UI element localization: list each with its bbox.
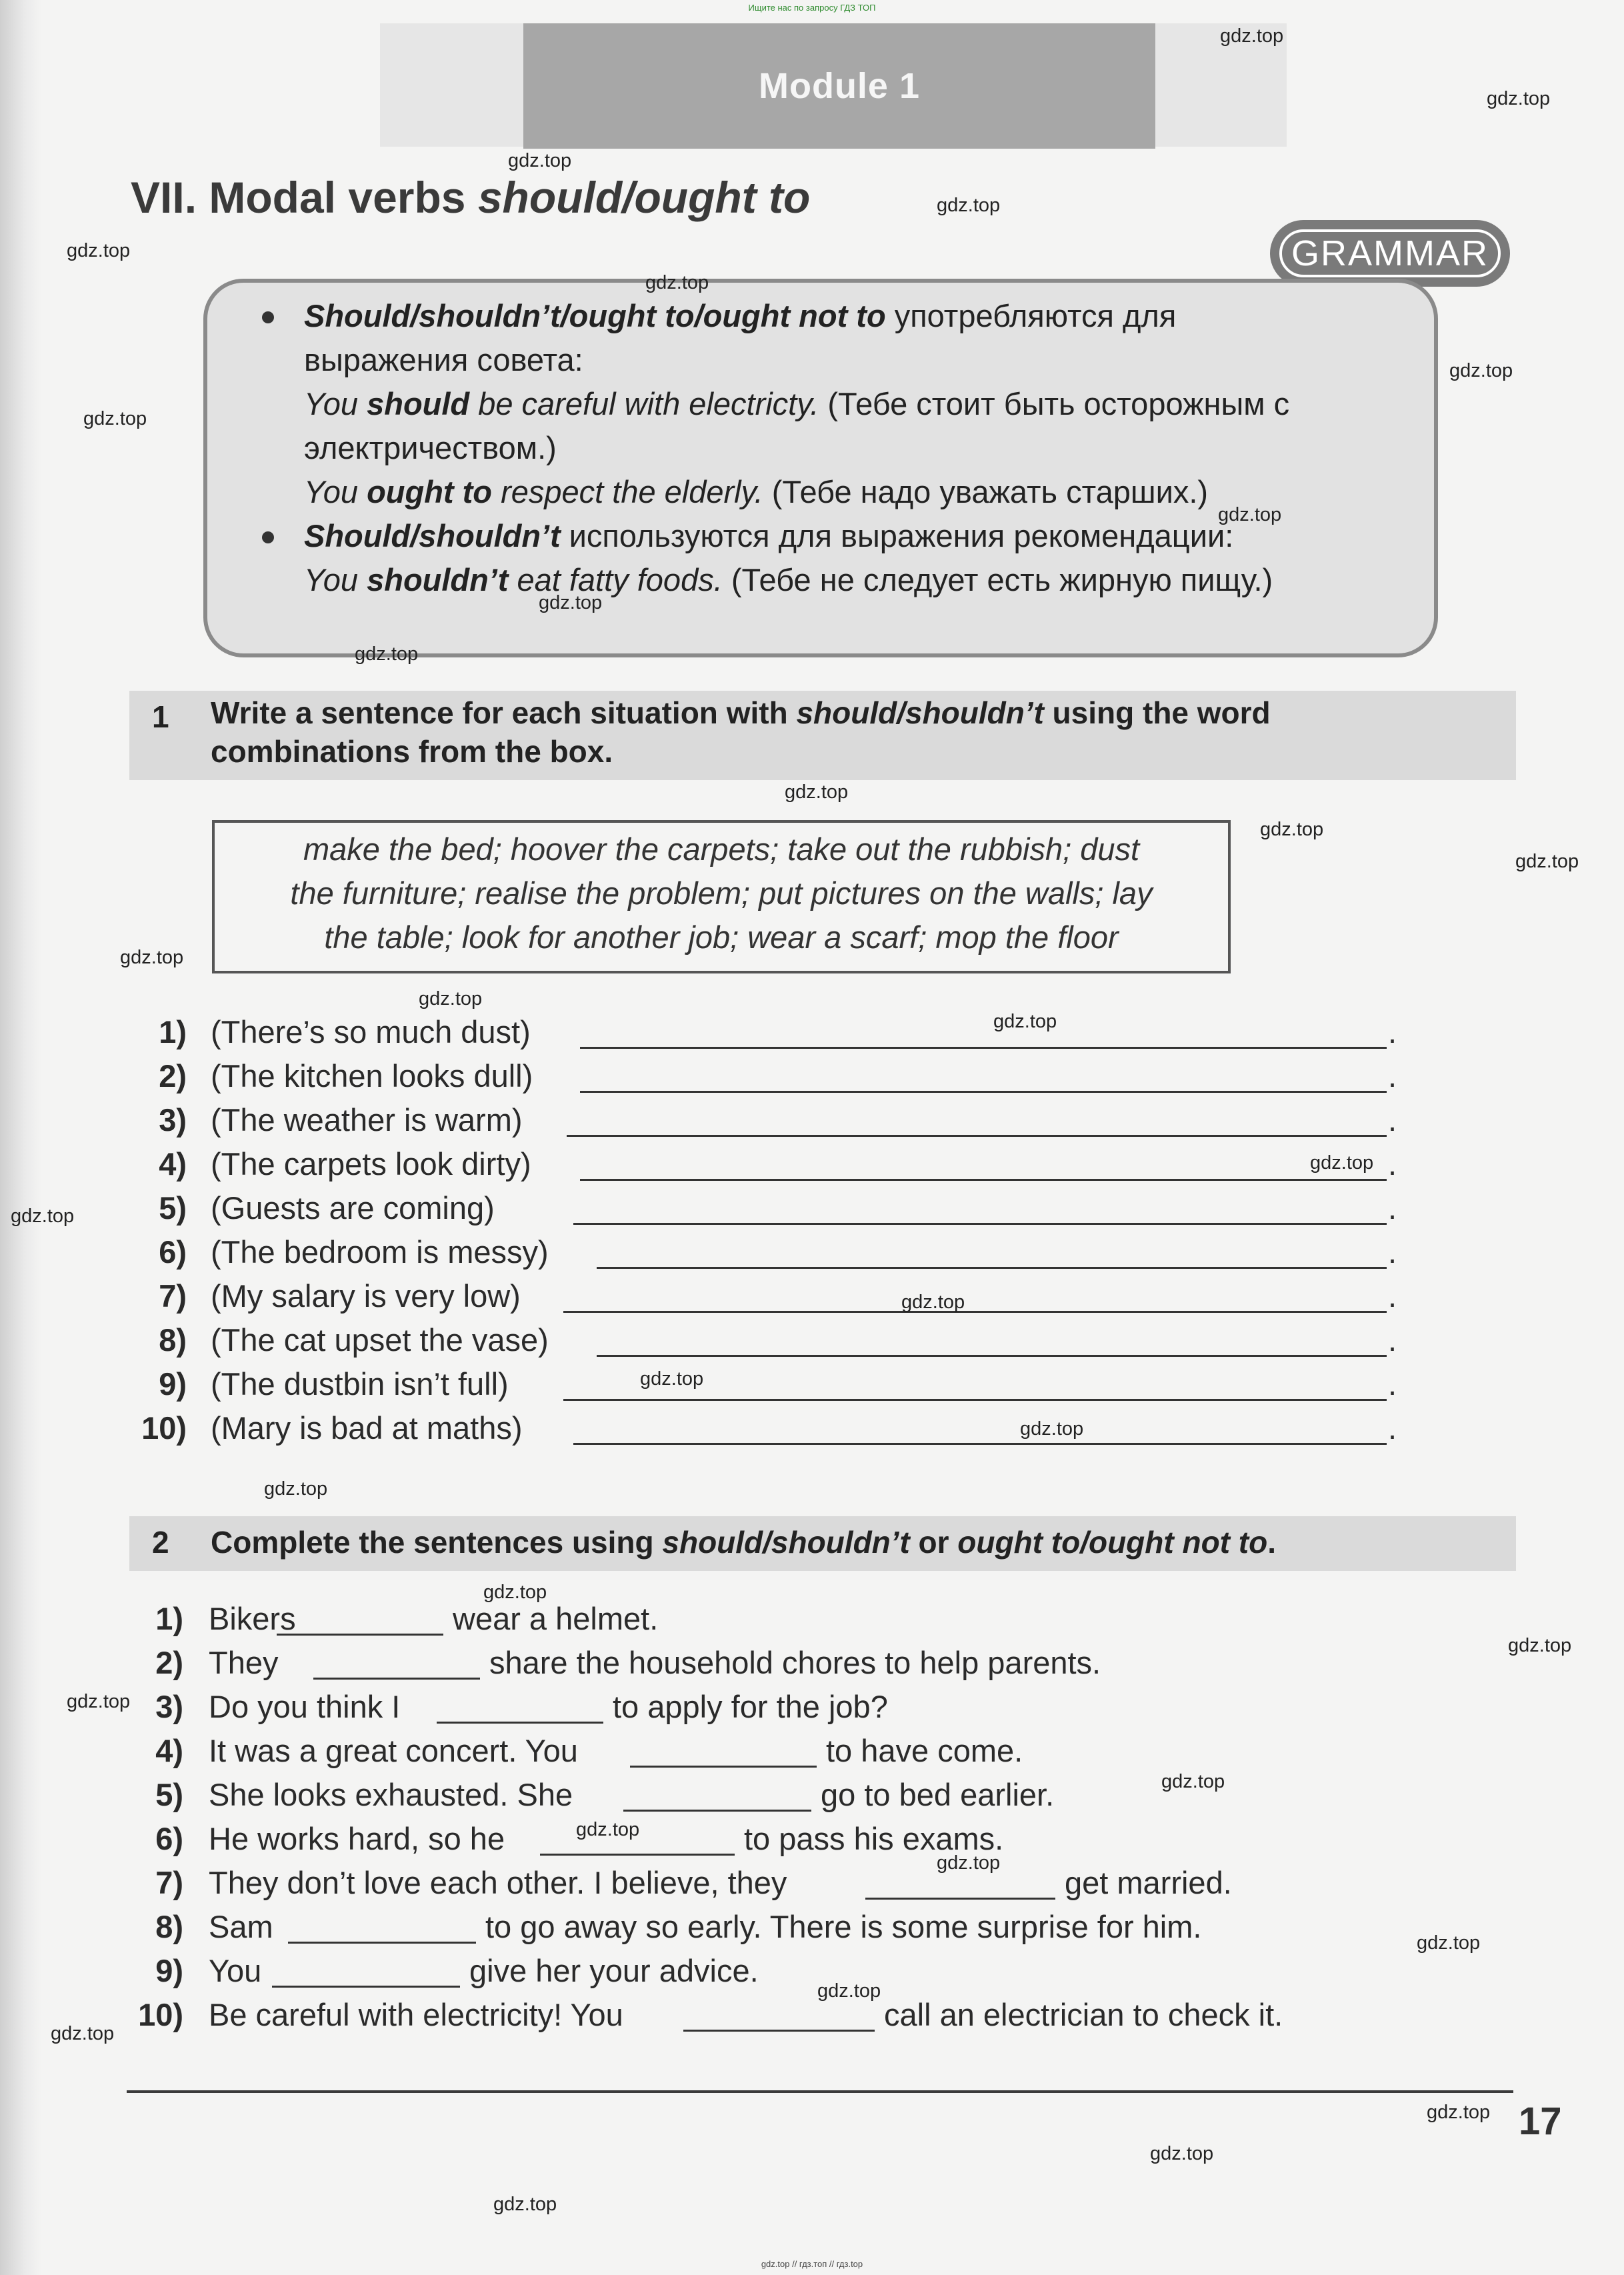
item-text-before: They [209,1645,279,1680]
grammar-badge-label: GRAMMAR [1279,229,1501,277]
exercise-2-instruction: Complete the sentences using should/shouldn’t or ought to/ought not to. [211,1525,1276,1560]
item-situation: (The weather is warm) [211,1102,523,1138]
answer-blank[interactable] [567,1135,1387,1137]
watermark-text: gdz.top [1417,1932,1481,1954]
exercise-1-instruction-cont: combinations from the box. [211,734,613,769]
item-text-after: call an electrician to check it. [884,1997,1283,2032]
watermark-text: gdz.top [645,272,709,293]
item-situation: (Guests are coming) [211,1190,495,1226]
line-end-dot: . [1388,1190,1397,1226]
exercise-1-item [0,1146,1624,1186]
item-number: 4) [159,1146,187,1182]
watermark-text: gdz.top [1020,1418,1084,1440]
answer-blank[interactable] [580,1091,1387,1093]
watermark-text: gdz.top [1449,360,1513,381]
exercise-1-item [0,1013,1624,1053]
item-text-after: to apply for the job? [613,1689,888,1724]
watermark-text: gdz.top [1161,1771,1225,1792]
item-number: 4) [155,1733,183,1768]
watermark-text: gdz.top [937,1852,1001,1874]
item-number: 8) [159,1322,187,1358]
exercise-2-item [0,1644,1624,1684]
watermark-text: gdz.top [51,2023,115,2044]
exercise-1-item [0,1234,1624,1274]
watermark-text: gdz.top [901,1292,965,1313]
item-text-after: to go away so early. There is some surprise for him. [485,1909,1202,1944]
answer-blank[interactable] [563,1399,1387,1401]
exercise-2-item [0,1952,1624,1992]
watermark-text: gdz.top [1260,819,1324,840]
word-box-line: make the bed; hoover the carpets; take out the rubbish; dust [303,831,1140,867]
item-text-after: give her your advice. [469,1953,759,1988]
item-text-after: to pass his exams. [744,1821,1004,1856]
item-text-before: They don’t love each other. I believe, they [209,1865,787,1900]
top-note: Ищите нас по запросу ГДЗ ТОП [748,3,876,13]
item-number: 1) [159,1014,187,1049]
line-end-dot: . [1388,1322,1397,1358]
answer-blank[interactable] [437,1722,603,1724]
item-number: 9) [155,1953,183,1988]
item-text-before: It was a great concert. You [209,1733,578,1768]
item-number: 10) [141,1410,187,1446]
watermark-text: gdz.top [1427,2102,1491,2123]
answer-blank[interactable] [288,1942,476,1944]
exercise-1-item [0,1190,1624,1230]
exercise-2-item [0,1908,1624,1948]
watermark-text: gdz.top [1150,2143,1214,2164]
footer-rule [127,2090,1513,2093]
exercise-2-item [0,1820,1624,1860]
line-end-dot: . [1388,1146,1397,1182]
watermark-text: gdz.top [1487,88,1551,109]
grammar-example-2: You ought to respect the elderly. (Тебе надо уважать старших.) [304,474,1209,509]
watermark-text: gdz.top [1220,25,1284,47]
watermark-text: gdz.top [11,1206,75,1227]
exercise-2-item [0,1864,1624,1904]
item-number: 2) [155,1645,183,1680]
exercise-2-item [0,1688,1624,1728]
answer-blank[interactable] [683,2030,875,2032]
item-text-before: Do you think I [209,1689,401,1724]
item-number: 5) [155,1777,183,1812]
line-end-dot: . [1388,1102,1397,1138]
grammar-rule-1: Should/shouldn’t/ought to/ought not to употребляются для [304,298,1177,333]
item-number: 8) [155,1909,183,1944]
answer-blank[interactable] [277,1634,443,1636]
exercise-2-item [0,1600,1624,1640]
grammar-rule-1-cont: выражения совета: [304,342,583,377]
line-end-dot: . [1388,1366,1397,1402]
bottom-note: gdz.top // гдз.топ // гдз.top [761,2259,863,2269]
item-number: 6) [159,1234,187,1270]
watermark-text: gdz.top [264,1478,328,1500]
item-text-after: go to bed earlier. [821,1777,1055,1812]
item-text-after: get married. [1065,1865,1232,1900]
item-text-before: You [209,1953,262,1988]
item-number: 2) [159,1058,187,1093]
watermark-text: gdz.top [993,1011,1057,1032]
answer-blank[interactable] [573,1223,1387,1225]
answer-blank[interactable] [623,1810,811,1812]
item-text-after: to have come. [826,1733,1023,1768]
item-text-before: Bikers [209,1601,296,1636]
section-title-plain: VII. Modal verbs [131,173,478,222]
exercise-1-instruction: Write a sentence for each situation with should/shouldn’t using the word [211,695,1271,730]
watermark-text: gdz.top [1310,1152,1374,1174]
answer-blank[interactable] [313,1678,480,1680]
item-text-before: Be careful with electricity! You [209,1997,623,2032]
exercise-2-item [0,1996,1624,2036]
answer-blank[interactable] [540,1854,735,1856]
answer-blank[interactable] [573,1443,1387,1445]
exercise-1-item [0,1101,1624,1142]
answer-blank[interactable] [865,1898,1055,1900]
exercise-1-number: 1 [152,699,169,734]
grammar-rule-2: Should/shouldn’t используются для выражения рекомендации: [304,518,1234,553]
exercise-1-header [129,691,1516,780]
item-situation: (The cat upset the vase) [211,1322,549,1358]
answer-blank[interactable] [597,1267,1387,1269]
item-number: 5) [159,1190,187,1226]
bullet-icon [262,531,274,543]
watermark-text: gdz.top [817,1980,881,2002]
word-box-line: the table; look for another job; wear a scarf; mop the floor [324,919,1119,955]
exercise-1-item [0,1278,1624,1318]
item-number: 9) [159,1366,187,1402]
item-number: 7) [159,1278,187,1314]
watermark-text: gdz.top [937,195,1001,216]
grammar-example-1: You should be careful with electricty. (Тебе стоит быть осторожным с [304,386,1290,421]
line-end-dot: . [1388,1278,1397,1314]
item-situation: (My salary is very low) [211,1278,521,1314]
exercise-2-header [129,1516,1516,1571]
item-text-before: He works hard, so he [209,1821,505,1856]
line-end-dot: . [1388,1234,1397,1270]
section-title-italic: should/ought to [477,173,811,222]
exercise-1-item [0,1322,1624,1362]
page-number: 17 [1519,2100,1562,2143]
watermark-text: gdz.top [1218,504,1282,525]
item-number: 6) [155,1821,183,1856]
module-label: Module 1 [758,66,920,106]
watermark-text: gdz.top [483,1582,547,1603]
watermark-text: gdz.top [785,781,849,803]
answer-blank[interactable] [630,1766,817,1768]
item-number: 3) [155,1689,183,1724]
item-text-after: share the household chores to help parents. [489,1645,1101,1680]
answer-blank[interactable] [580,1179,1387,1181]
section-title [131,172,810,223]
item-text-before: Sam [209,1909,273,1944]
word-box-line: the furniture; realise the problem; put pictures on the walls; lay [290,875,1153,911]
grammar-box [203,279,1438,657]
grammar-example-3: You shouldn’t eat fatty foods. (Тебе не следует есть жирную пищу.) [304,562,1273,597]
answer-blank[interactable] [272,1986,460,1988]
exercise-2-item [0,1732,1624,1772]
item-text-before: She looks exhausted. She [209,1777,573,1812]
answer-blank[interactable] [563,1311,1387,1313]
watermark-text: gdz.top [640,1368,704,1390]
word-box [212,820,1231,973]
exercise-2-item [0,1776,1624,1816]
item-situation: (The dustbin isn’t full) [211,1366,509,1402]
exercise-2-number: 2 [152,1525,169,1560]
watermark-text: gdz.top [1515,851,1579,872]
answer-blank[interactable] [597,1355,1387,1357]
item-situation: (The bedroom is messy) [211,1234,549,1270]
item-number: 3) [159,1102,187,1138]
watermark-text: gdz.top [1508,1635,1572,1656]
watermark-text: gdz.top [576,1819,640,1840]
watermark-text: gdz.top [120,947,184,968]
item-number: 10) [138,1997,183,2032]
exercise-1-item [0,1366,1624,1406]
item-text-after: wear a helmet. [453,1601,659,1636]
module-tab [523,23,1155,149]
grammar-badge [1270,220,1510,287]
watermark-text: gdz.top [539,592,603,613]
line-end-dot: . [1388,1410,1397,1446]
watermark-text: gdz.top [493,2194,557,2215]
grammar-example-1-cont: электричеством.) [304,430,557,465]
watermark-text: gdz.top [67,1691,131,1712]
watermark-text: gdz.top [419,988,483,1009]
item-number: 1) [155,1601,183,1636]
exercise-1-item [0,1057,1624,1097]
line-end-dot: . [1388,1058,1397,1093]
item-situation: (Mary is bad at maths) [211,1410,523,1446]
line-end-dot: . [1388,1014,1397,1049]
item-situation: (The carpets look dirty) [211,1146,531,1182]
watermark-text: gdz.top [67,240,131,261]
answer-blank[interactable] [580,1047,1387,1049]
item-situation: (There’s so much dust) [211,1014,531,1049]
item-number: 7) [155,1865,183,1900]
watermark-text: gdz.top [508,150,572,171]
watermark-text: gdz.top [83,408,147,429]
bullet-icon [262,311,274,323]
watermark-text: gdz.top [355,643,419,665]
exercise-1-item [0,1410,1624,1450]
item-situation: (The kitchen looks dull) [211,1058,533,1093]
